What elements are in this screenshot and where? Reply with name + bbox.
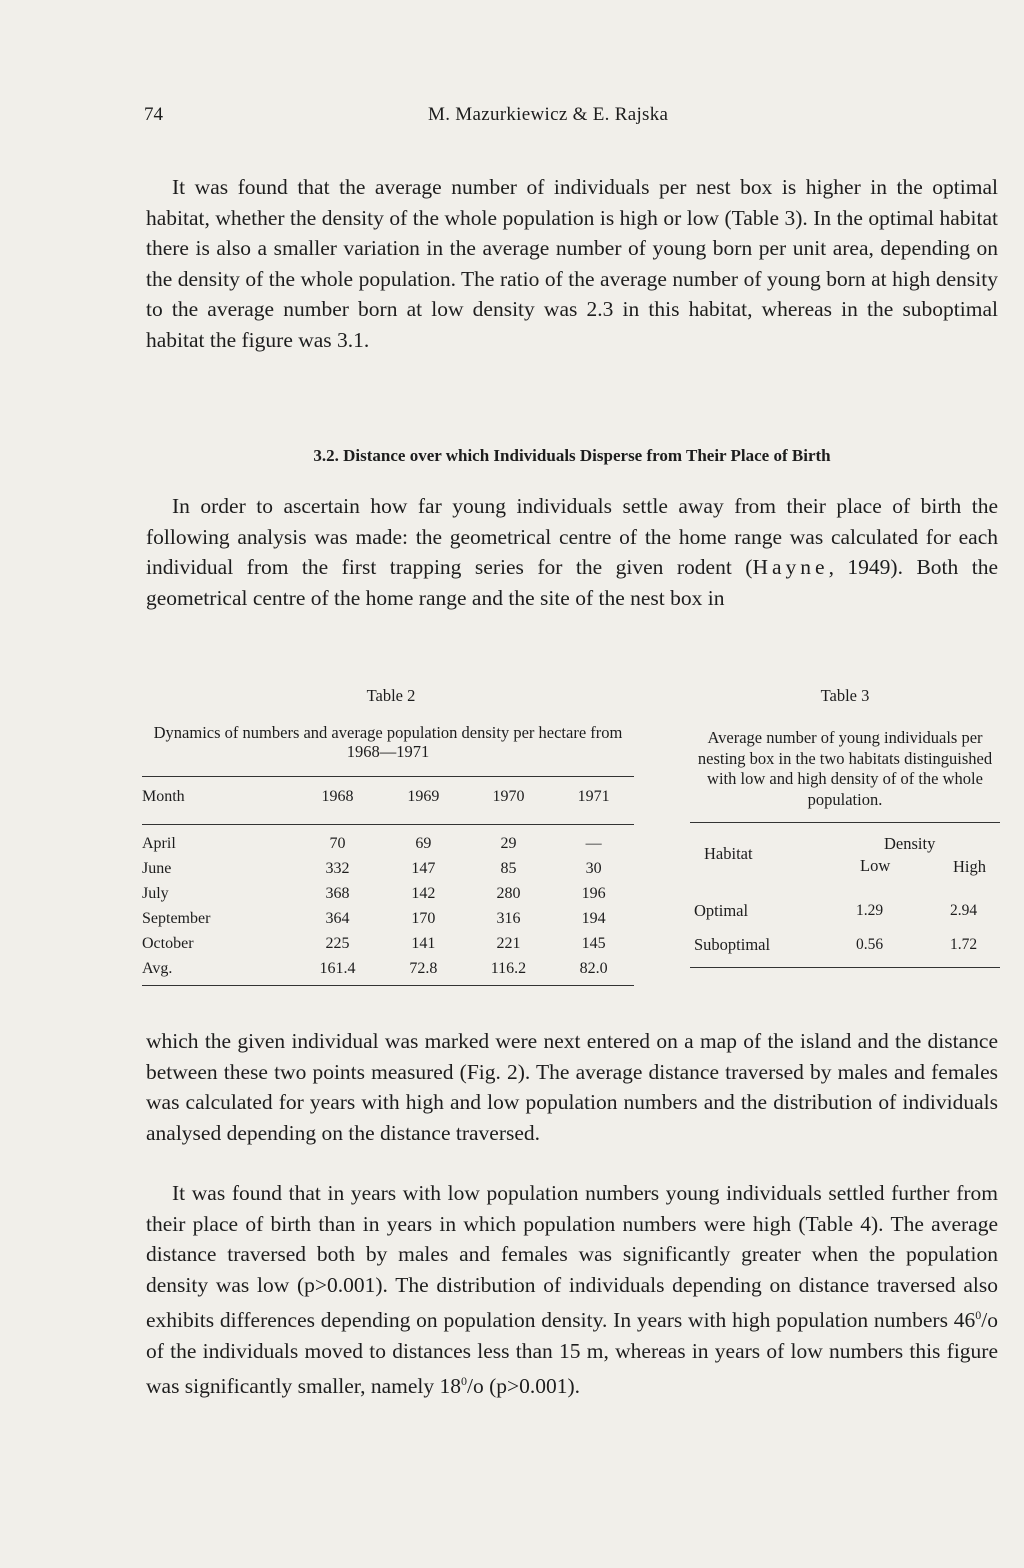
- table-cell-high: 2.94: [950, 902, 978, 919]
- table-2-caption: Dynamics of numbers and average population density per hectare from 1968—1971: [153, 723, 623, 761]
- table-row: [142, 831, 634, 856]
- percent-superscript: 0: [975, 1308, 982, 1322]
- table-2-label: Table 2: [366, 686, 416, 705]
- column-header-1968: 1968: [321, 788, 354, 805]
- column-header-1971: 1971: [577, 788, 610, 805]
- running-head-authors: M. Mazurkiewicz & E. Rajska: [428, 104, 669, 125]
- table-cell: 225: [325, 934, 350, 952]
- table-3-caption: Average number of young individuals per nesting box in the two habitats distinguished with low and high density of of the whole population.: [697, 728, 993, 809]
- table-cell: 70: [329, 834, 346, 852]
- column-header-low: Low: [860, 856, 891, 875]
- table-3-bottom-rule: [690, 967, 1000, 968]
- table-row: [142, 881, 634, 906]
- column-header-density: Density: [884, 834, 936, 853]
- paragraph-text: /o (p>0.001).: [467, 1374, 581, 1399]
- table-row: [142, 856, 634, 881]
- paragraph-method-text-end: , 1949). Both the geometrical centre of the home range and the site of the nest box in: [146, 555, 998, 610]
- percent-superscript: 0: [461, 1374, 467, 1389]
- paragraph-distance-analysis: which the given individual was marked were next entered on a map of the island and the distance between these two points measured (Fig. 2). The average distance traversed by males and females was calculated for years with high and low population numbers and the distribution of individuals analysed depending on the distance traversed.: [146, 1029, 998, 1145]
- table-2-grid: [142, 777, 634, 981]
- page-number: 74: [144, 104, 163, 125]
- paragraph-dispersal-results: [146, 1178, 998, 1402]
- table-cell: October: [142, 934, 194, 952]
- table-row: [142, 906, 634, 931]
- table-cell: 280: [496, 884, 521, 902]
- table-3: [690, 686, 1000, 968]
- table-cell: 316: [496, 909, 521, 927]
- table-cell: 69: [415, 834, 432, 852]
- table-cell: June: [142, 859, 172, 877]
- table-2-bottom-rule: [142, 985, 634, 986]
- table-2-header-rule: [142, 824, 634, 825]
- column-header-habitat: Habitat: [704, 844, 753, 863]
- cited-author: Hayne: [752, 555, 829, 579]
- paragraph-text: It was found that in years with low population numbers young individuals settled further from their place of birth than in years in which population numbers were high (Table 4). The average distance traversed both by males and females was significantly greater when the population density was low (p>0.001). The distribution of individuals depending on distance traversed also exhibits differences depending on population density. In years with high population numbers 46: [146, 1181, 998, 1333]
- table-cell: 332: [325, 859, 350, 877]
- table-cell: —: [585, 834, 602, 852]
- table-cell: 29: [500, 834, 517, 852]
- table-3-header: [690, 823, 1000, 893]
- table-cell: 147: [411, 859, 436, 877]
- table-cell: 364: [325, 909, 350, 927]
- table-cell: 30: [585, 859, 602, 877]
- table-cell-low: 1.29: [856, 902, 884, 919]
- table-cell-habitat: Suboptimal: [694, 935, 771, 954]
- table-row: [690, 927, 1000, 961]
- table-cell: 141: [411, 934, 436, 952]
- table-cell: 116.2: [490, 959, 527, 977]
- table-cell: 142: [411, 884, 436, 902]
- paragraph-habitat-results: It was found that the average number of individuals per nest box is higher in the optimal habitat, whether the density of the whole population is high or low (Table 3). In the optimal habitat there is also a smaller variation in the average number of young born per unit area, depending on the density of the whole population. The ratio of the average number of young born at high density to the average number born at low density was 2.3 in this habitat, whereas in the suboptimal habitat the figure was 3.1.: [146, 175, 998, 352]
- table-row-average: [142, 956, 634, 981]
- table-cell-low: 0.56: [856, 936, 884, 953]
- table-3-label: Table 3: [820, 686, 870, 705]
- table-cell: 145: [581, 934, 606, 952]
- table-cell: 161.4: [319, 959, 356, 977]
- table-cell: 85: [500, 859, 517, 877]
- table-cell-habitat: Optimal: [694, 901, 749, 920]
- table-cell: 221: [496, 934, 521, 952]
- table-row: [690, 893, 1000, 927]
- table-cell: April: [142, 834, 176, 852]
- paragraph-method: [146, 491, 998, 613]
- table-row: [142, 931, 634, 956]
- table-cell-high: 1.72: [950, 936, 978, 953]
- table-2: [142, 686, 634, 986]
- column-header-1970: 1970: [492, 788, 525, 805]
- table-cell: 82.0: [579, 959, 608, 977]
- table-cell: July: [142, 884, 169, 902]
- table-cell: 194: [581, 909, 606, 927]
- paragraph-text: /o of the individuals moved to distances less than 15 m, whereas in years of low numbers this figure was significantly smaller, namely 18: [146, 1308, 998, 1399]
- section-heading-dispersal: 3.2. Distance over which Individuals Disperse from Their Place of Birth: [313, 446, 831, 465]
- paragraph-method-text-start: In order to ascertain how far young individuals settle away from their place of birth the following analysis was made: the geometrical centre of the home range was calculated for each individual from the first trapping series for the given rodent (: [146, 494, 998, 579]
- table-2-header-row: [142, 777, 634, 817]
- column-header-high: High: [953, 857, 986, 876]
- table-cell: 170: [411, 909, 436, 927]
- column-header-1969: 1969: [407, 788, 440, 805]
- table-cell: Avg.: [142, 959, 173, 977]
- table-cell: 196: [581, 884, 606, 902]
- column-header-month: Month: [142, 788, 185, 805]
- table-cell: 72.8: [409, 959, 438, 977]
- table-cell: September: [142, 909, 211, 927]
- table-cell: 368: [325, 884, 350, 902]
